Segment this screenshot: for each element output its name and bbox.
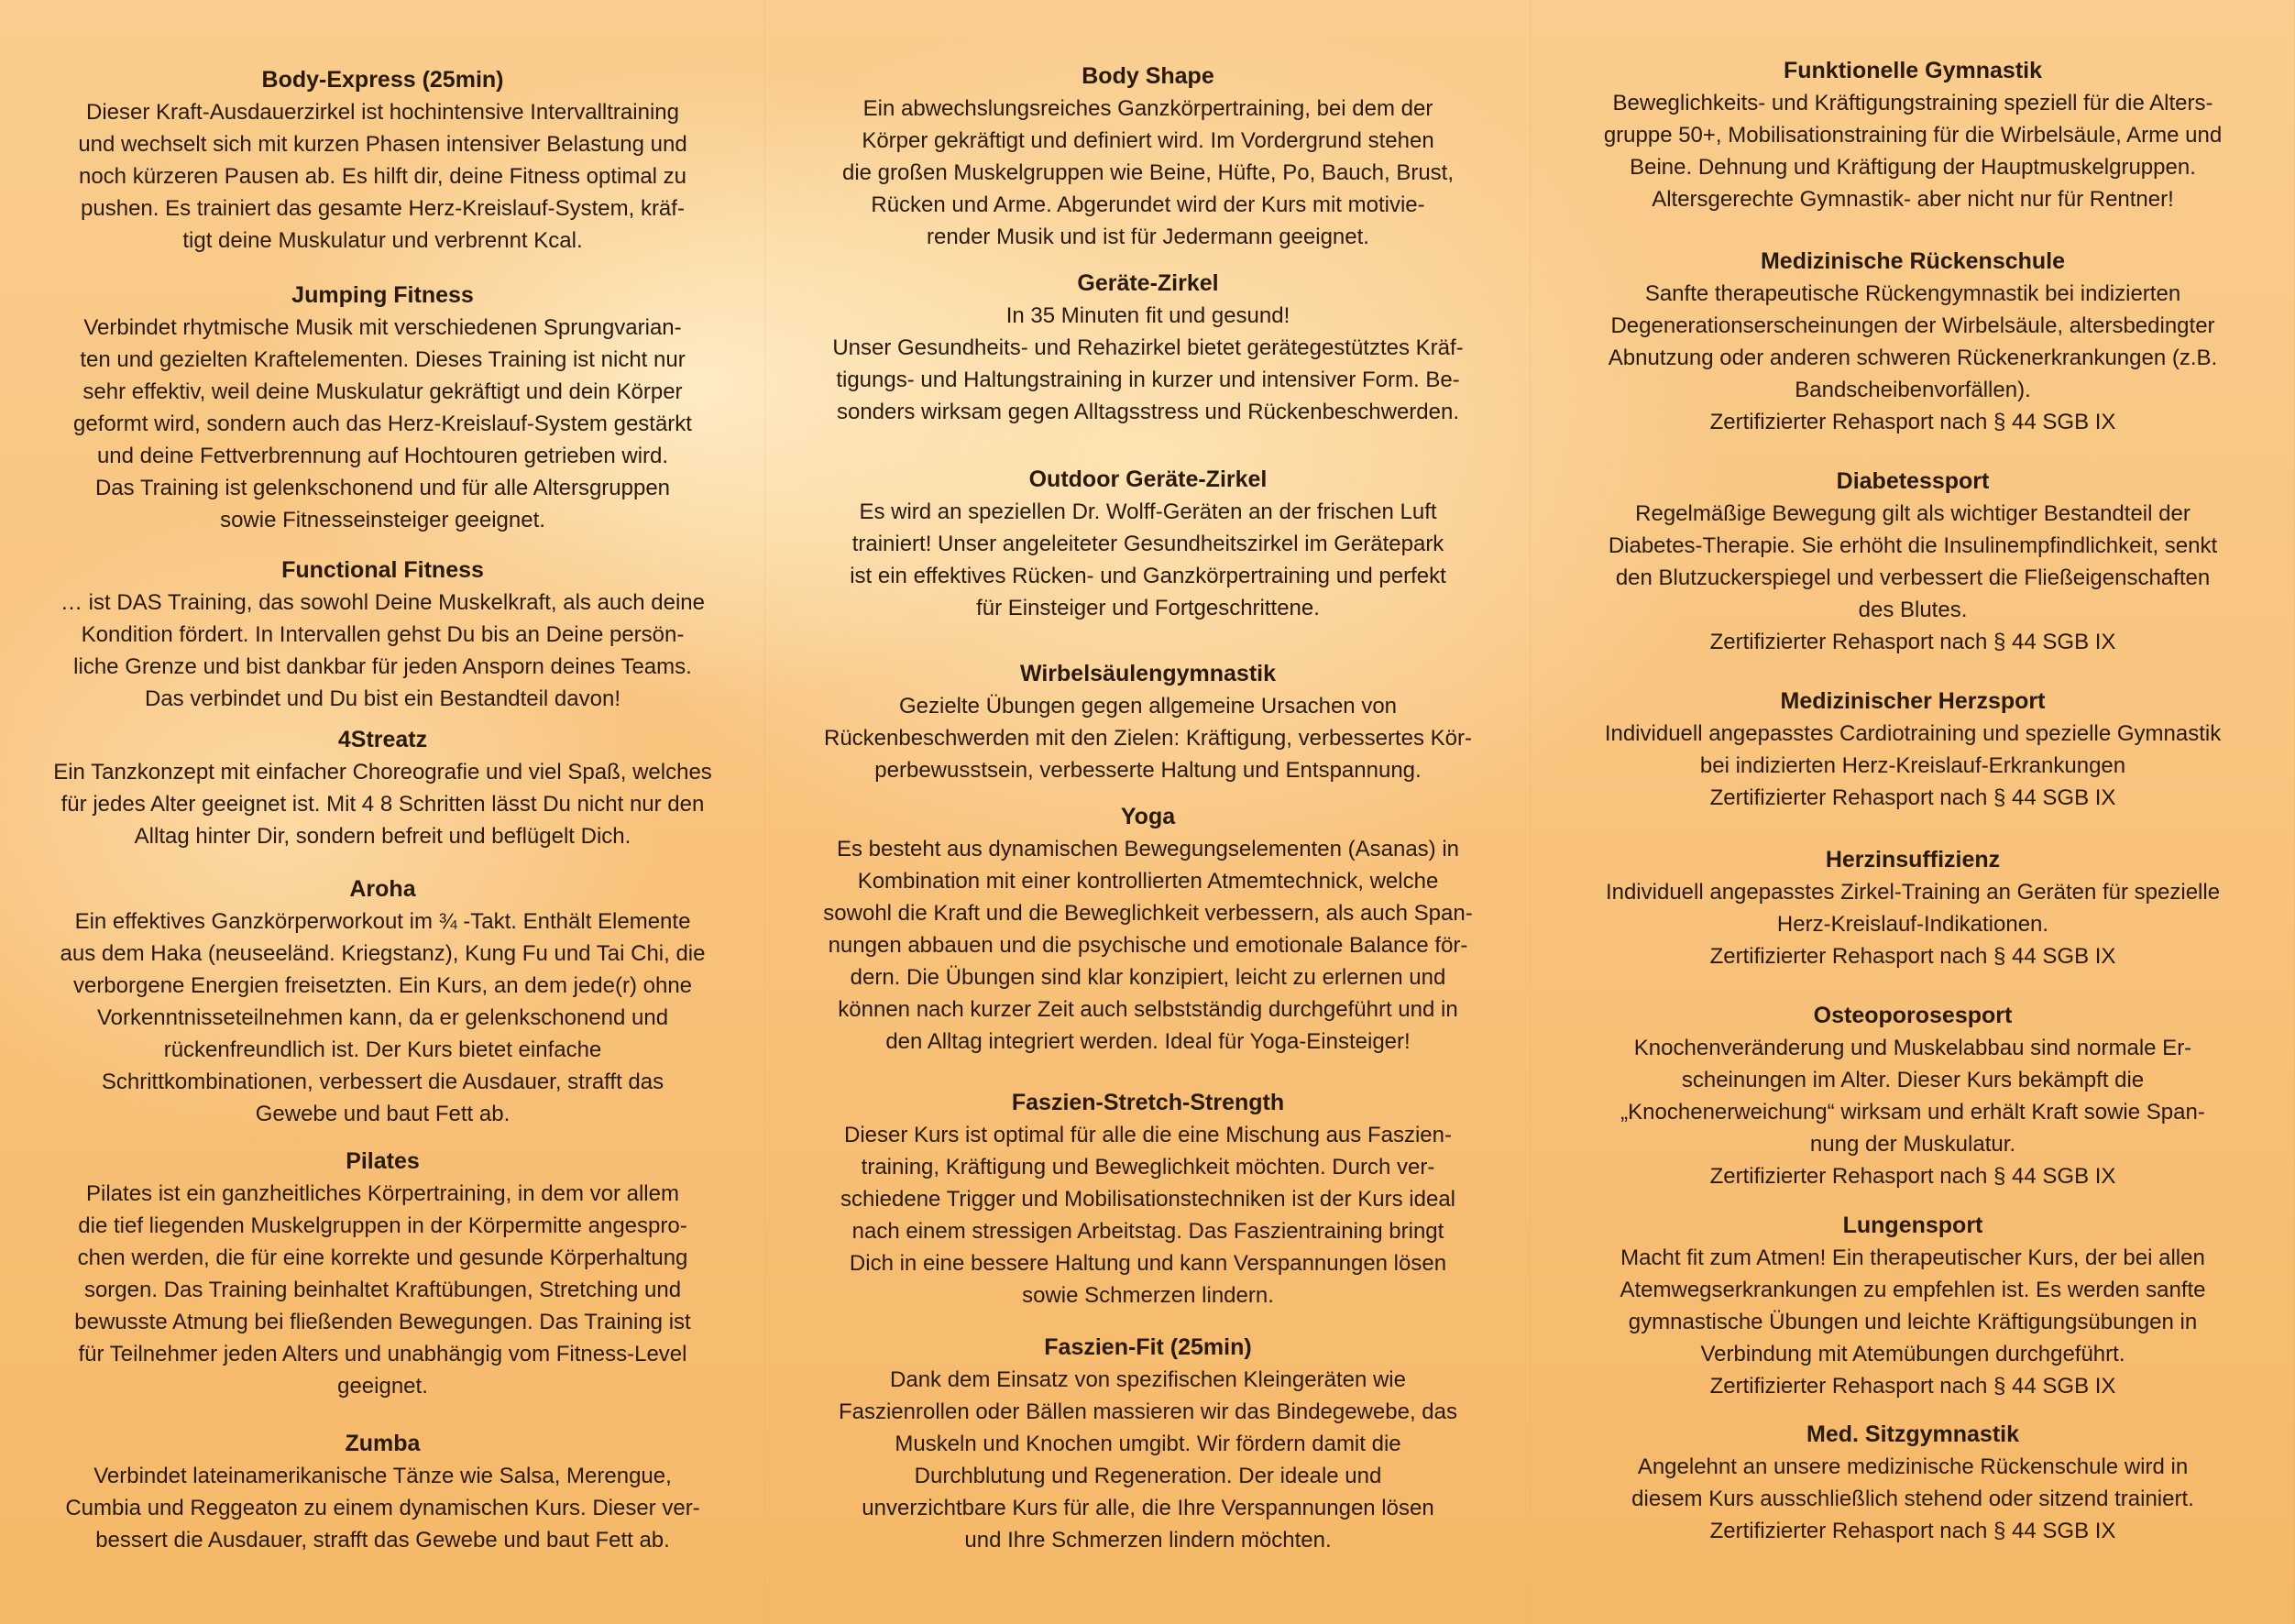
description-line: Verbindung mit Atemübungen durchgeführt. bbox=[1700, 1342, 2125, 1366]
section-title: Wirbelsäulengymnastik bbox=[1019, 661, 1277, 686]
section-description bbox=[765, 93, 1531, 253]
description-line: Bandscheibenvorfällen). bbox=[1795, 378, 2031, 402]
description-line: tigungs- und Haltungstraining in kurzer und intensiver Form. Be- bbox=[836, 368, 1460, 392]
description-line: Knochenveränderung und Muskelabbau sind normale Er- bbox=[1633, 1036, 2192, 1060]
section-title: Zumba bbox=[345, 1431, 421, 1456]
description-line: nung der Muskulatur. bbox=[1809, 1132, 2016, 1157]
description-line: Individuell angepasstes Zirkel-Training an Geräten für spezielle bbox=[1605, 880, 2221, 905]
section-title: Aroha bbox=[349, 876, 416, 902]
section-description bbox=[765, 1119, 1531, 1311]
section-description bbox=[1531, 1451, 2295, 1547]
description-line: Atemwegserkrankungen zu empfehlen ist. Es werden sanfte bbox=[1620, 1278, 2206, 1302]
section-lungensport bbox=[1531, 1210, 2295, 1402]
description-line: Zertifizierter Rehasport nach § 44 SGB IX bbox=[1709, 944, 2116, 969]
section-description bbox=[1531, 718, 2295, 814]
description-line: und Ihre Schmerzen lindern möchten. bbox=[964, 1528, 1332, 1553]
section-description bbox=[0, 756, 765, 852]
section-title: Geräte-Zirkel bbox=[1077, 270, 1219, 296]
description-line: ten und gezielten Kraftelementen. Dieses Training ist nicht nur bbox=[80, 347, 686, 372]
description-line: Zertifizierter Rehasport nach § 44 SGB IX bbox=[1709, 410, 2116, 434]
description-line: Alltag hinter Dir, sondern befreit und beflügelt Dich. bbox=[134, 824, 631, 849]
description-line: bewusste Atmung bei fließenden Bewegungen. Das Training ist bbox=[74, 1310, 691, 1334]
section-title: Medizinischer Herzsport bbox=[1780, 688, 2046, 714]
description-line: für Teilnehmer jeden Alters und unabhängig vom Fitness-Level bbox=[78, 1342, 687, 1366]
section-yoga bbox=[765, 801, 1531, 1058]
description-line: verborgene Energien freisetzten. Ein Kurs, an dem jede(r) ohne bbox=[72, 973, 693, 998]
description-line: Verbindet rhytmische Musik mit verschiedenen Sprungvarian- bbox=[83, 315, 682, 340]
section-aroha bbox=[0, 873, 765, 1130]
description-line: ist ein effektives Rücken- und Ganzkörpertraining und perfekt bbox=[850, 564, 1446, 588]
description-line: noch kürzeren Pausen ab. Es hilft dir, deine Fitness optimal zu bbox=[78, 164, 687, 189]
section-title: Functional Fitness bbox=[281, 557, 484, 583]
section-geraete-zirkel bbox=[765, 268, 1531, 428]
description-line: aus dem Haka (neuseeländ. Kriegstanz), Kung Fu und Tai Chi, die bbox=[60, 941, 706, 966]
section-body-express-25min bbox=[0, 64, 765, 257]
section-title: Diabetessport bbox=[1836, 468, 1990, 494]
section-description bbox=[1531, 87, 2295, 215]
section-herzinsuffizienz bbox=[1531, 844, 2295, 972]
section-diabetessport bbox=[1531, 466, 2295, 658]
description-line: nungen abbauen und die psychische und emotionale Balance för- bbox=[828, 933, 1468, 958]
section-funktionelle-gymnastik bbox=[1531, 55, 2295, 215]
description-line: trainiert! Unser angeleiteter Gesundheitszirkel im Gerätepark bbox=[851, 532, 1444, 556]
description-line: pushen. Es trainiert das gesamte Herz-Kreislauf-System, kräf- bbox=[81, 196, 685, 221]
description-line: Durchblutung und Regeneration. Der ideale und bbox=[914, 1464, 1382, 1488]
section-title: Faszien-Stretch-Strength bbox=[1011, 1090, 1285, 1115]
description-line: Das verbindet und Du bist ein Bestandteil davon! bbox=[145, 686, 620, 711]
description-line: sowie Schmerzen lindern. bbox=[1022, 1283, 1274, 1308]
section-med-sitzgymnastik bbox=[1531, 1419, 2295, 1547]
description-line: In 35 Minuten fit und gesund! bbox=[1005, 303, 1290, 328]
description-line: Sanfte therapeutische Rückengymnastik bei indizierten bbox=[1644, 281, 2181, 306]
section-title: Faszien-Fit (25min) bbox=[1044, 1334, 1252, 1360]
description-line: Körper gekräftigt und definiert wird. Im Vordergrund stehen bbox=[862, 128, 1434, 153]
description-line: Es besteht aus dynamischen Bewegungselementen (Asanas) in bbox=[836, 837, 1460, 861]
description-line: die tief liegenden Muskelgruppen in der Körpermitte angespro- bbox=[78, 1213, 687, 1238]
description-line: Zertifizierter Rehasport nach § 44 SGB IX bbox=[1709, 1374, 2116, 1399]
description-line: Zertifizierter Rehasport nach § 44 SGB IX bbox=[1709, 1519, 2116, 1543]
section-title: Herzinsuffizienz bbox=[1825, 847, 2001, 872]
section-description bbox=[0, 96, 765, 257]
description-line: Ein effektives Ganzkörperworkout im ¾ -Takt. Enthält Elemente bbox=[74, 909, 691, 934]
section-title: Lungensport bbox=[1842, 1213, 1983, 1238]
description-line: die großen Muskelgruppen wie Beine, Hüfte, Po, Bauch, Brust, bbox=[841, 160, 1455, 185]
section-faszien-fit-25min bbox=[765, 1332, 1531, 1556]
section-osteoporosesport bbox=[1531, 1000, 2295, 1192]
description-line: nach einem stressigen Arbeitstag. Das Faszientraining bringt bbox=[851, 1219, 1444, 1244]
description-line: sowohl die Kraft und die Beweglichkeit verbessern, als auch Span- bbox=[823, 901, 1473, 926]
section-description bbox=[0, 1178, 765, 1402]
section-title: Pilates bbox=[346, 1148, 420, 1174]
section-description bbox=[1531, 1032, 2295, 1192]
section-title: Body-Express (25min) bbox=[261, 67, 504, 93]
description-line: … ist DAS Training, das sowohl Deine Muskelkraft, als auch deine bbox=[60, 590, 705, 615]
section-zumba bbox=[0, 1428, 765, 1556]
description-line: Dank dem Einsatz von spezifischen Kleingeräten wie bbox=[890, 1367, 1406, 1392]
section-pilates bbox=[0, 1146, 765, 1402]
section-jumping-fitness bbox=[0, 280, 765, 536]
description-line: Zertifizierter Rehasport nach § 44 SGB IX bbox=[1709, 1164, 2116, 1189]
description-line: dern. Die Übungen sind klar konzipiert, leicht zu erlernen und bbox=[850, 965, 1446, 990]
description-line: für Einsteiger und Fortgeschrittene. bbox=[976, 596, 1320, 620]
description-line: Regelmäßige Bewegung gilt als wichtiger Bestandteil der bbox=[1635, 501, 2191, 526]
section-description bbox=[1531, 876, 2295, 972]
description-line: schiedene Trigger und Mobilisationstechniken ist der Kurs ideal bbox=[840, 1187, 1456, 1212]
description-line: Diabetes-Therapie. Sie erhöht die Insulinempfindlichkeit, senkt bbox=[1608, 533, 2218, 558]
description-line: gymnastische Übungen und leichte Kräftigungsübungen in bbox=[1628, 1310, 2198, 1334]
description-line: sehr effektiv, weil deine Muskulatur gekräftigt und dein Körper bbox=[82, 379, 683, 404]
description-line: Faszienrollen oder Bällen massieren wir das Bindegewebe, das bbox=[838, 1399, 1458, 1424]
description-line: sorgen. Das Training beinhaltet Kraftübungen, Stretching und bbox=[83, 1278, 682, 1302]
description-line: diesem Kurs ausschließlich stehend oder sitzend trainiert. bbox=[1631, 1487, 2194, 1511]
description-line: Vorkenntnisseteilnehmen kann, da er gelenkschonend und bbox=[96, 1005, 669, 1030]
description-line: für jedes Alter geeignet ist. Mit 4 8 Schritten lässt Du nicht nur den bbox=[60, 792, 705, 817]
section-functional-fitness bbox=[0, 554, 765, 715]
section-description bbox=[0, 312, 765, 536]
description-line: Gezielte Übungen gegen allgemeine Ursachen von bbox=[898, 694, 1398, 719]
section-description bbox=[765, 1364, 1531, 1556]
description-line: Ein abwechslungsreiches Ganzkörpertraining, bei dem der bbox=[862, 96, 1433, 121]
description-line: bessert die Ausdauer, strafft das Gewebe und baut Fett ab. bbox=[95, 1528, 670, 1553]
description-line: Rückenbeschwerden mit den Zielen: Kräftigung, verbessertes Kör- bbox=[823, 726, 1472, 751]
section-description bbox=[765, 300, 1531, 428]
description-line: rückenfreundlich ist. Der Kurs bietet einfache bbox=[163, 1037, 602, 1062]
column-left bbox=[0, 0, 765, 1624]
section-description bbox=[0, 905, 765, 1130]
section-description bbox=[0, 587, 765, 715]
description-line: Individuell angepasstes Cardiotraining und spezielle Gymnastik bbox=[1604, 721, 2222, 746]
section-description bbox=[0, 1460, 765, 1556]
section-description bbox=[765, 833, 1531, 1058]
column-right bbox=[1531, 0, 2295, 1624]
description-line: Kondition fördert. In Intervallen gehst Du bis an Deine persön- bbox=[81, 622, 685, 647]
section-wirbelsaeulengymnastik bbox=[765, 658, 1531, 786]
description-line: Es wird an speziellen Dr. Wolff-Geräten an der frischen Luft bbox=[859, 499, 1437, 524]
section-medizinischer-herzsport bbox=[1531, 686, 2295, 814]
description-line: tigt deine Muskulatur und verbrennt Kcal. bbox=[182, 228, 583, 253]
section-description bbox=[765, 690, 1531, 786]
description-line: und wechselt sich mit kurzen Phasen intensiver Belastung und bbox=[78, 132, 687, 157]
description-line: Altersgerechte Gymnastik- aber nicht nur für Rentner! bbox=[1652, 187, 2174, 212]
description-line: des Blutes. bbox=[1858, 598, 1968, 622]
section-title: Body Shape bbox=[1082, 63, 1214, 89]
description-line: Degenerationserscheinungen der Wirbelsäule, altersbedingter bbox=[1610, 313, 2215, 338]
description-line: Verbindet lateinamerikanische Tänze wie Salsa, Merengue, bbox=[93, 1464, 672, 1488]
section-description bbox=[1531, 498, 2295, 658]
description-line: den Alltag integriert werden. Ideal für Yoga-Einsteiger! bbox=[885, 1029, 1411, 1054]
description-line: sonders wirksam gegen Alltagsstress und Rückenbeschwerden. bbox=[836, 400, 1460, 424]
description-line: training, Kräftigung und Beweglichkeit möchten. Durch ver- bbox=[861, 1155, 1435, 1180]
section-description bbox=[1531, 278, 2295, 438]
section-outdoor-geraete-zirkel bbox=[765, 464, 1531, 624]
description-line: chen werden, die für eine korrekte und gesunde Körperhaltung bbox=[77, 1245, 688, 1270]
description-line: gruppe 50+, Mobilisationstraining für die Wirbelsäule, Arme und bbox=[1603, 123, 2223, 148]
section-title: Osteoporosesport bbox=[1813, 1003, 2013, 1028]
description-line: Angelehnt an unsere medizinische Rückenschule wird in bbox=[1637, 1454, 2189, 1479]
section-title: Medizinische Rückenschule bbox=[1760, 248, 2066, 274]
description-line: perbewusstsein, verbesserte Haltung und Entspannung. bbox=[874, 758, 1422, 783]
description-line: den Blutzuckerspiegel und verbessert die Fließeigenschaften bbox=[1615, 565, 2211, 590]
description-line: Das Training ist gelenkschonend und für alle Altersgruppen bbox=[94, 476, 671, 500]
description-line: Macht fit zum Atmen! Ein therapeutischer Kurs, der bei allen bbox=[1620, 1245, 2205, 1270]
description-line: Ein Tanzkonzept mit einfacher Choreografie und viel Spaß, welches bbox=[53, 760, 712, 785]
description-line: Rücken und Arme. Abgerundet wird der Kurs mit motivie- bbox=[871, 192, 1425, 217]
description-line: liche Grenze und bist dankbar für jeden Ansporn deines Teams. bbox=[73, 654, 692, 679]
section-4streatz bbox=[0, 724, 765, 852]
description-line: „Knochenerweichung“ wirksam und erhält Kraft sowie Span- bbox=[1620, 1100, 2205, 1125]
section-body-shape bbox=[765, 60, 1531, 253]
description-line: Dieser Kurs ist optimal für alle die eine Mischung aus Faszien- bbox=[844, 1123, 1452, 1147]
description-line: Cumbia und Reggeaton zu einem dynamischen Kurs. Dieser ver- bbox=[65, 1496, 700, 1520]
description-line: und deine Fettverbrennung auf Hochtouren getrieben wird. bbox=[96, 444, 669, 468]
section-title: Outdoor Geräte-Zirkel bbox=[1028, 466, 1268, 492]
description-line: render Musik und ist für Jedermann geeignet. bbox=[927, 225, 1369, 249]
description-line: Dich in eine bessere Haltung und kann Verspannungen lösen bbox=[849, 1251, 1447, 1276]
description-line: geformt wird, sondern auch das Herz-Kreislauf-System gestärkt bbox=[73, 411, 692, 436]
section-medizinische-rueckenschule bbox=[1531, 246, 2295, 438]
description-line: Muskeln und Knochen umgibt. Wir fördern damit die bbox=[895, 1432, 1401, 1456]
description-line: scheinungen im Alter. Dieser Kurs bekämpft die bbox=[1681, 1068, 2145, 1092]
section-description bbox=[1531, 1242, 2295, 1402]
section-title: 4Streatz bbox=[337, 727, 428, 752]
description-line: Schrittkombinationen, verbessert die Ausdauer, strafft das bbox=[101, 1070, 664, 1094]
section-title: Jumping Fitness bbox=[291, 282, 474, 308]
description-line: Zertifizierter Rehasport nach § 44 SGB IX bbox=[1709, 630, 2116, 654]
description-line: Herz-Kreislauf-Indikationen. bbox=[1776, 912, 2049, 937]
description-line: bei indizierten Herz-Kreislauf-Erkrankungen bbox=[1699, 753, 2126, 778]
description-line: geeignet. bbox=[337, 1374, 428, 1399]
section-title: Funktionelle Gymnastik bbox=[1783, 58, 2042, 83]
description-line: Gewebe und baut Fett ab. bbox=[255, 1102, 511, 1126]
description-line: Unser Gesundheits- und Rehazirkel bietet gerätegestütztes Kräf- bbox=[832, 335, 1464, 360]
description-line: Dieser Kraft-Ausdauerzirkel ist hochintensive Intervalltraining bbox=[86, 100, 679, 125]
description-line: Pilates ist ein ganzheitliches Körpertraining, in dem vor allem bbox=[86, 1181, 679, 1206]
section-title: Med. Sitzgymnastik bbox=[1806, 1421, 2019, 1447]
description-line: können nach kurzer Zeit auch selbstständig durchgeführt und in bbox=[838, 997, 1458, 1022]
description-line: Zertifizierter Rehasport nach § 44 SGB IX bbox=[1709, 785, 2116, 810]
description-line: Abnutzung oder anderen schweren Rückenerkrankungen (z.B. bbox=[1608, 346, 2218, 370]
description-line: sowie Fitnesseinsteiger geeignet. bbox=[220, 508, 545, 532]
description-line: Beweglichkeits- und Kräftigungstraining speziell für die Alters- bbox=[1612, 91, 2213, 115]
section-faszien-stretch-strength bbox=[765, 1087, 1531, 1311]
description-line: unverzichtbare Kurs für alle, die Ihre Verspannungen lösen bbox=[862, 1496, 1434, 1520]
description-line: Kombination mit einer kontrollierten Atmemtechnick, welche bbox=[857, 869, 1439, 894]
column-middle bbox=[765, 0, 1531, 1624]
section-description bbox=[765, 496, 1531, 624]
description-line: Beine. Dehnung und Kräftigung der Hauptmuskelgruppen. bbox=[1630, 155, 2196, 180]
section-title: Yoga bbox=[1120, 804, 1176, 829]
